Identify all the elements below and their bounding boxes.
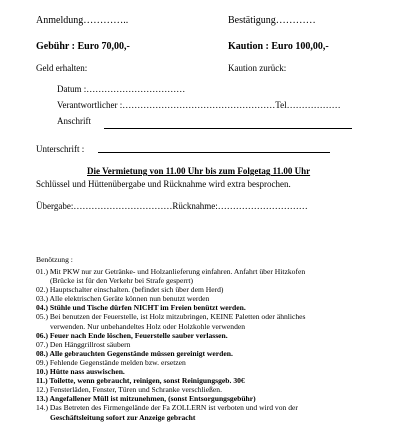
bestaetigung-field: Bestätigung…………: [228, 15, 316, 26]
unterschrift-label: Unterschrift :: [36, 144, 85, 154]
rule-item: 12.) Fensterläden, Fenster, Türen und Schranke verschließen.: [36, 385, 222, 395]
rule-item: 02.) Hauptschalter einschalten. (befindet sich über dem Herd): [36, 285, 224, 295]
geld-erhalten-field: Geld erhalten:: [36, 63, 88, 73]
rule-item: 11.) Toilette, wenn gebraucht, reinigen, sonst Reinigungsgeb. 30€: [36, 376, 245, 386]
datum-field: Datum :……………………………: [57, 84, 186, 94]
rule-item: 08.) Alle gebrauchten Gegenstände müssen gereinigt werden.: [36, 348, 233, 358]
vermietung-heading: Die Vermietung von 11.00 Uhr bis zum Folgetag 11.00 Uhr: [87, 166, 311, 176]
rule-item: 09.) Fehlende Gegenstände melden bzw. ersetzen: [36, 357, 186, 367]
verantwortlicher-field: Verantwortlicher :……………………………………………Tel………………: [57, 100, 341, 110]
rule-item: 05.) Bei benutzen der Feuerstelle, ist Holz mitzubringen, KEINE Paletten oder ähnliches: [36, 312, 306, 322]
rule-item: Geschäftsleitung sofort zur Anzeige gebracht: [50, 412, 196, 422]
rules-list: [36, 267, 376, 422]
schluessel-note: Schlüssel und Hüttenübergabe und Rücknahme wird extra besprochen.: [36, 179, 291, 189]
unterschrift-line: [98, 152, 330, 153]
rule-item: 07.) Den Hänggrillrost säubern: [36, 339, 131, 349]
kaution-zurueck-field: Kaution zurück:: [228, 63, 287, 73]
anschrift-label: Anschrift: [57, 116, 91, 126]
rule-item: 13.) Angefallener Müll ist mitzunehmen, (sonst Entsorgungsgebühr): [36, 394, 256, 404]
rule-item: 01.) Mit PKW nur zur Getränke- und Holzanlieferung einfahren. Anfahrt über Hitzkofen: [36, 267, 306, 276]
rule-item: 14.) Das Betreten des Firmengelände der Fa ZOLLERN ist verboten und wird von der: [36, 403, 298, 413]
rule-item: verwenden. Nur unbehandeltes Holz oder Holzkohle verwenden: [50, 321, 246, 331]
anschrift-line: [104, 128, 352, 129]
gebuehr-label: Gebühr : Euro 70,00,-: [36, 41, 130, 52]
rule-item: 03.) Alle elektrischen Geräte können nun benutzt werden: [36, 294, 210, 304]
kaution-label: Kaution : Euro 100,00,-: [228, 41, 329, 52]
rule-item: 04.) Stühle und Tische dürfen NICHT im Freien benützt werden.: [36, 303, 246, 313]
rule-item: 06.) Feuer nach Ende löschen, Feuerstelle sauber verlassen.: [36, 330, 228, 340]
anmeldung-field: Anmeldung…………..: [36, 15, 129, 26]
uebergabe-field: Übergabe:……………………………Rücknahme:…………………………: [36, 201, 308, 211]
rule-item: (Brücke ist für den Verkehr bei Strafe gesperrt): [50, 276, 194, 286]
rule-item: 10.) Hütte nass auswischen.: [36, 367, 125, 377]
benutzung-heading: Benötzung :: [36, 255, 73, 264]
